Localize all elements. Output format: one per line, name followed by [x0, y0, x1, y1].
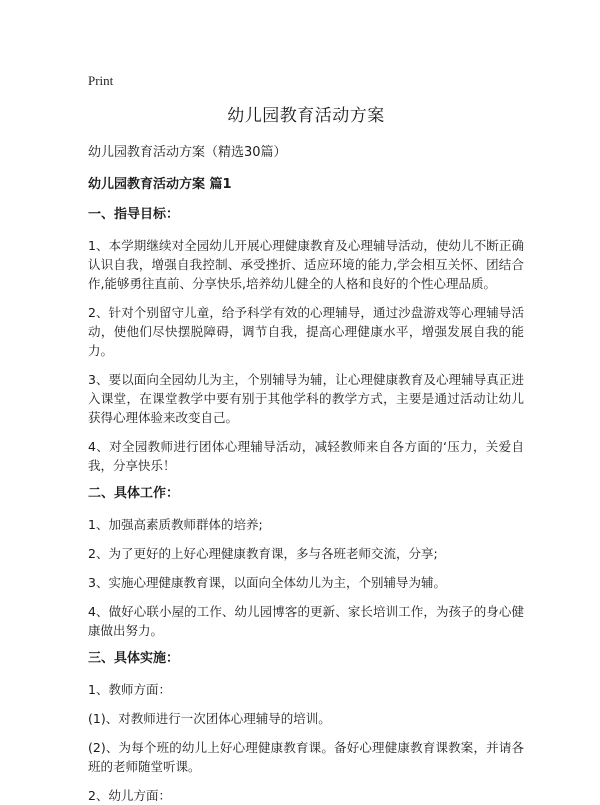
heading-implementation: 三、具体实施：	[88, 651, 180, 666]
heading-specific-work: 二、具体工作：	[88, 486, 180, 501]
implementation-paragraph: (2)、为每个班的幼儿上好心理健康教育课。备好心理健康教育课教案，并请各班的老师随堂听课。	[88, 740, 524, 774]
heading-guidance-goals: 一、指导目标：	[88, 207, 180, 222]
work-paragraph: 1、加强高素质教师群体的培养;	[88, 517, 263, 532]
implementation-paragraph: 2、幼儿方面：	[88, 788, 171, 803]
implementation-paragraph: (1)、对教师进行一次团体心理辅导的培训。	[88, 711, 331, 726]
work-paragraph: 2、为了更好的上好心理健康教育课，多与各班老师交流，分享;	[88, 546, 438, 561]
section-title: 幼儿园教育活动方案 篇1	[88, 177, 232, 192]
print-link[interactable]: Print	[88, 73, 114, 88]
document-title: 幼儿园教育活动方案	[227, 106, 385, 126]
implementation-paragraph: 1、教师方面：	[88, 682, 171, 697]
goal-paragraph: 4、对全园教师进行团体心理辅导活动，减轻教师来自各方面的‘压力，关爱自我，分享快乐！	[88, 439, 524, 473]
goal-paragraph: 1、本学期继续对全园幼儿开展心理健康教育及心理辅导活动，使幼儿不断正确认识自我，增强自我控制、承受挫折、适应环境的能力,学会相互关怀、团结合作,能够勇往直前、分享快乐,培养幼儿健全的人格和良好的个性心理品质。	[88, 238, 524, 291]
goal-paragraph: 3、要以面向全园幼儿为主，个别辅导为辅，让心理健康教育及心理辅导真正进入课堂，在课堂教学中要有别于其他学科的教学方式，主要是通过活动让幼儿获得心理体验来改变自己。	[88, 372, 524, 425]
work-paragraph: 3、实施心理健康教育课，以面向全体幼儿为主，个别辅导为辅。	[88, 575, 446, 590]
goal-paragraph: 2、针对个别留守儿童，给予科学有效的心理辅导，通过沙盘游戏等心理辅导活动，使他们尽快摆脱障碍，调节自我，提高心理健康水平，增强发展自我的能力。	[88, 305, 524, 358]
document-subtitle: 幼儿园教育活动方案（精选30篇）	[88, 145, 287, 160]
work-paragraph: 4、做好心联小屋的工作、幼儿园博客的更新、家长培训工作，为孩子的身心健康做出努力。	[88, 604, 524, 638]
